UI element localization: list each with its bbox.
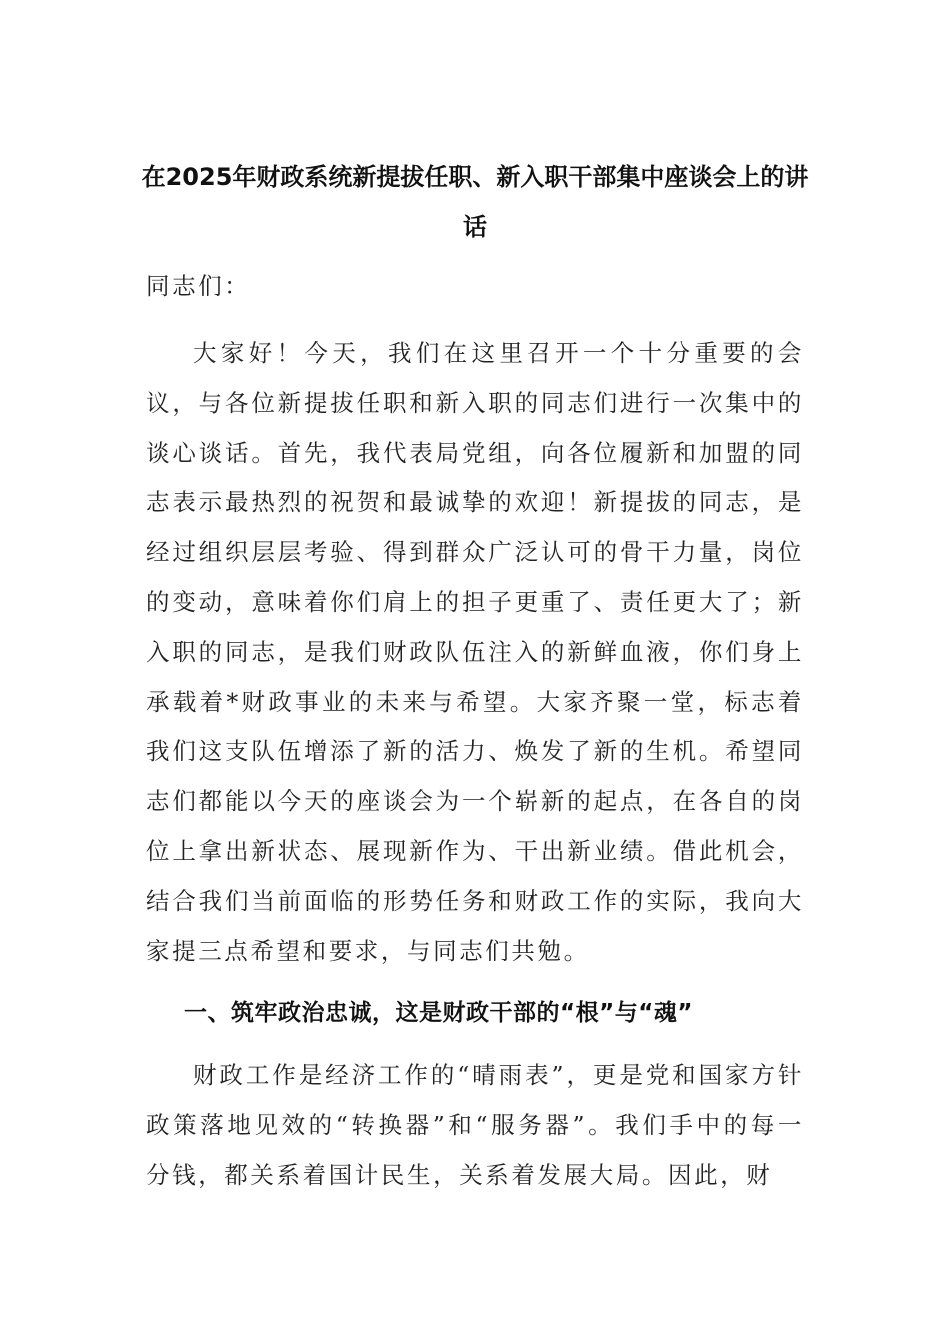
- salutation: 同志们：: [146, 272, 251, 300]
- body-paragraph-2: 财政工作是经济工作的“晴雨表”，更是党和国家方针政策落地见效的“转换器”和“服务器”。我们手中的每一分钱，都关系着国计民生，关系着发展大局。因此，财: [146, 1061, 804, 1189]
- section-heading-1: 一、筑牢政治忠诚，这是财政干部的“根”与“魂”: [184, 1000, 693, 1026]
- page-title: 在2025年财政系统新提拔任职、新入职干部集中座谈会上的讲话: [141, 163, 809, 241]
- body-paragraph-1: 大家好！今天，我们在这里召开一个十分重要的会议，与各位新提拔任职和新入职的同志们进行一次集中的谈心谈话。首先，我代表局党组，向各位履新和加盟的同志表示最热烈的祝贺和最诚挚的欢迎！新提拔的同志，是经过组织层层考验、得到群众广泛认可的骨干力量，岗位的变动，意味着你们肩上的担子更重了、责任更大了；新入职的同志，是我们财政队伍注入的新鲜血液，你们身上承载着*财政事业的未来与希望。大家齐聚一堂，标志着我们这支队伍增添了新的活力、焕发了新的生机。希望同志们都能以今天的座谈会为一个崭新的起点，在各自的岗位上拿出新状态、展现新作为、干出新业绩。借此机会，结合我们当前面临的形势任务和财政工作的实际，我向大家提三点希望和要求，与同志们共勉。: [146, 339, 804, 965]
